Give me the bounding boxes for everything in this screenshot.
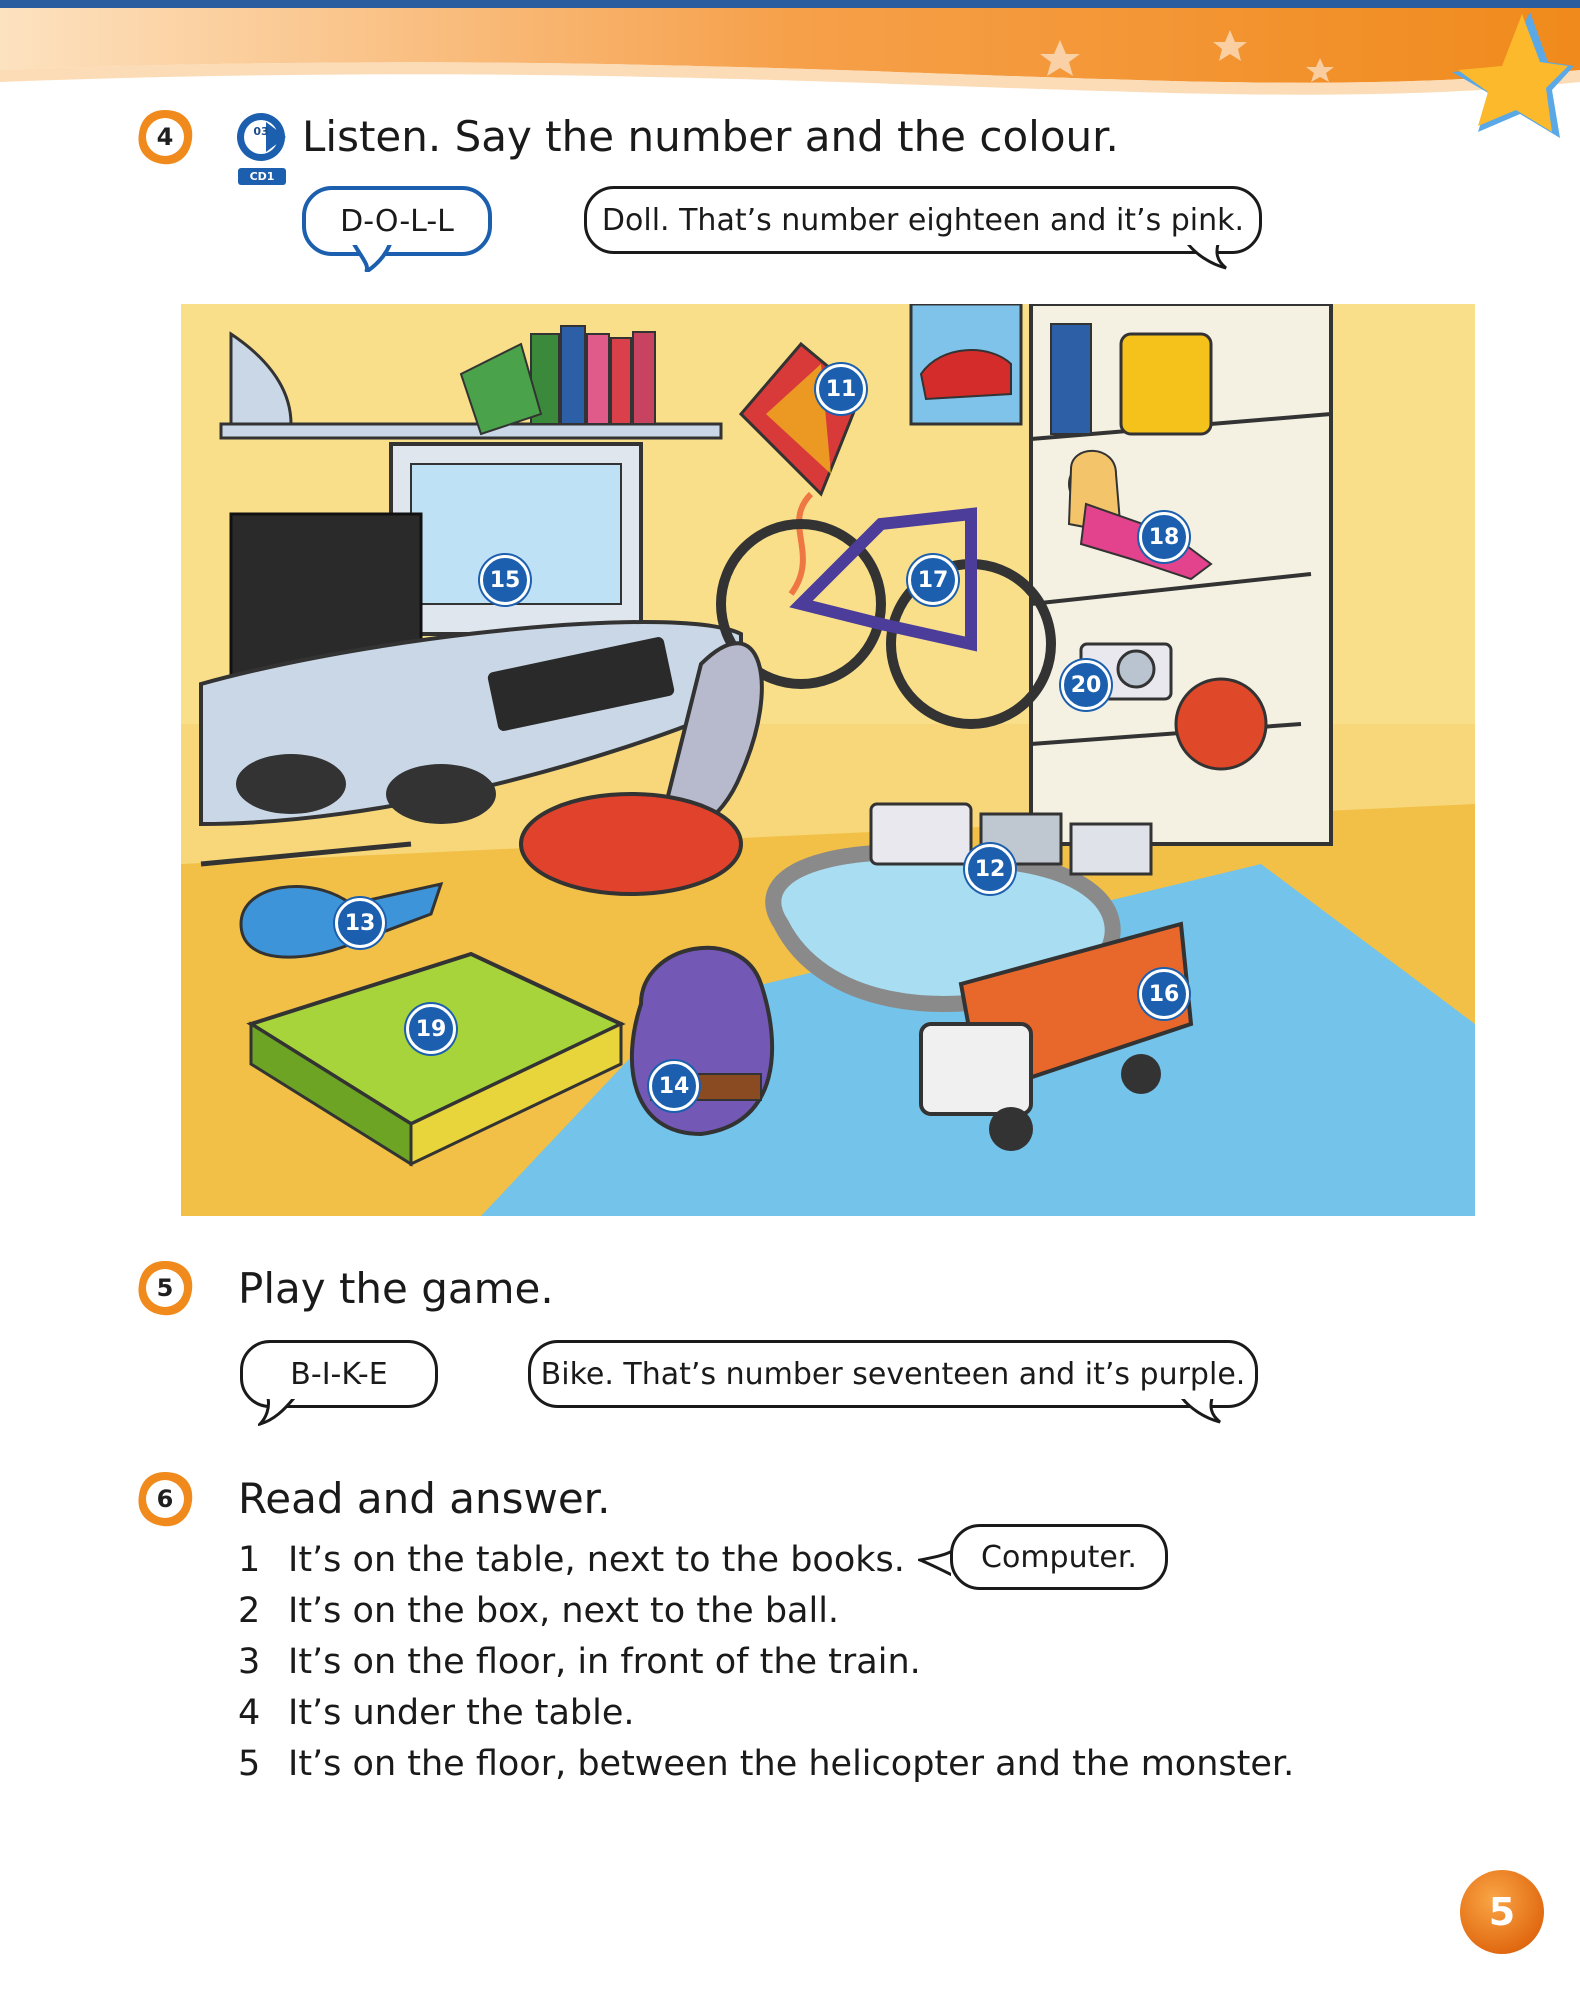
track-number: 03 (253, 125, 269, 138)
item-marker: 18 (1139, 512, 1189, 562)
bubble-tail-icon (918, 1546, 954, 1580)
exercise-6-instruction: Read and answer. (238, 1474, 611, 1523)
question-item (238, 1642, 921, 1682)
item-marker: 19 (406, 1004, 456, 1054)
spelling-text: D-O-L-L (340, 203, 454, 239)
question-number: 3 (238, 1642, 261, 1682)
page-number: 5 (1460, 1870, 1544, 1954)
question-number: 1 (238, 1540, 261, 1580)
audio-track-icon[interactable] (236, 110, 292, 186)
question-text: It’s under the table. (288, 1693, 635, 1733)
item-marker: 15 (480, 555, 530, 605)
bubble-tail-icon (1180, 1398, 1224, 1426)
item-marker: 20 (1061, 660, 1111, 710)
question-item (238, 1591, 839, 1631)
answer-text: Doll. That’s number eighteen and it’s pink. (601, 202, 1245, 238)
question-text: It’s on the floor, in front of the train. (288, 1642, 921, 1682)
item-marker: 12 (965, 844, 1015, 894)
bedroom-illustration (181, 304, 1475, 1216)
item-marker: 17 (908, 555, 958, 605)
answer-bubble (584, 186, 1262, 254)
question-item (238, 1693, 635, 1733)
bubble-tail-icon (1186, 244, 1230, 272)
exercise-4-badge (134, 106, 196, 168)
answer-bubble (528, 1340, 1258, 1408)
item-marker: 14 (649, 1061, 699, 1111)
answer-text: Bike. That’s number seventeen and it’s purple. (540, 1356, 1246, 1392)
question-text: It’s on the floor, between the helicopter and the monster. (288, 1744, 1295, 1784)
question-text: It’s on the table, next to the books. (288, 1540, 905, 1580)
item-marker: 16 (1139, 969, 1189, 1019)
exercise-5-badge (134, 1257, 196, 1319)
exercise-5-instruction: Play the game. (238, 1264, 554, 1313)
bedroom-scene (181, 304, 1475, 1216)
bubble-tail-icon (352, 244, 396, 272)
item-marker: 11 (816, 364, 866, 414)
question-number: 4 (238, 1693, 261, 1733)
spelling-text: B-I-K-E (290, 1356, 388, 1392)
exercise-number: 5 (156, 1274, 174, 1302)
cd-label: CD1 (238, 168, 286, 185)
answer-bubble (950, 1524, 1168, 1590)
bubble-tail-icon (258, 1398, 302, 1426)
question-text: It’s on the box, next to the ball. (288, 1591, 840, 1631)
exercise-number: 6 (156, 1485, 174, 1513)
question-item (238, 1744, 1294, 1784)
exercise-4-instruction: Listen. Say the number and the colour. (302, 112, 1119, 161)
question-number: 2 (238, 1591, 261, 1631)
exercise-6-badge (134, 1468, 196, 1530)
answer-text: Computer. (981, 1539, 1137, 1575)
spelling-bubble (302, 186, 492, 256)
question-item (238, 1540, 905, 1580)
exercise-number: 4 (156, 123, 174, 151)
item-marker: 13 (335, 898, 385, 948)
question-number: 5 (238, 1744, 261, 1784)
